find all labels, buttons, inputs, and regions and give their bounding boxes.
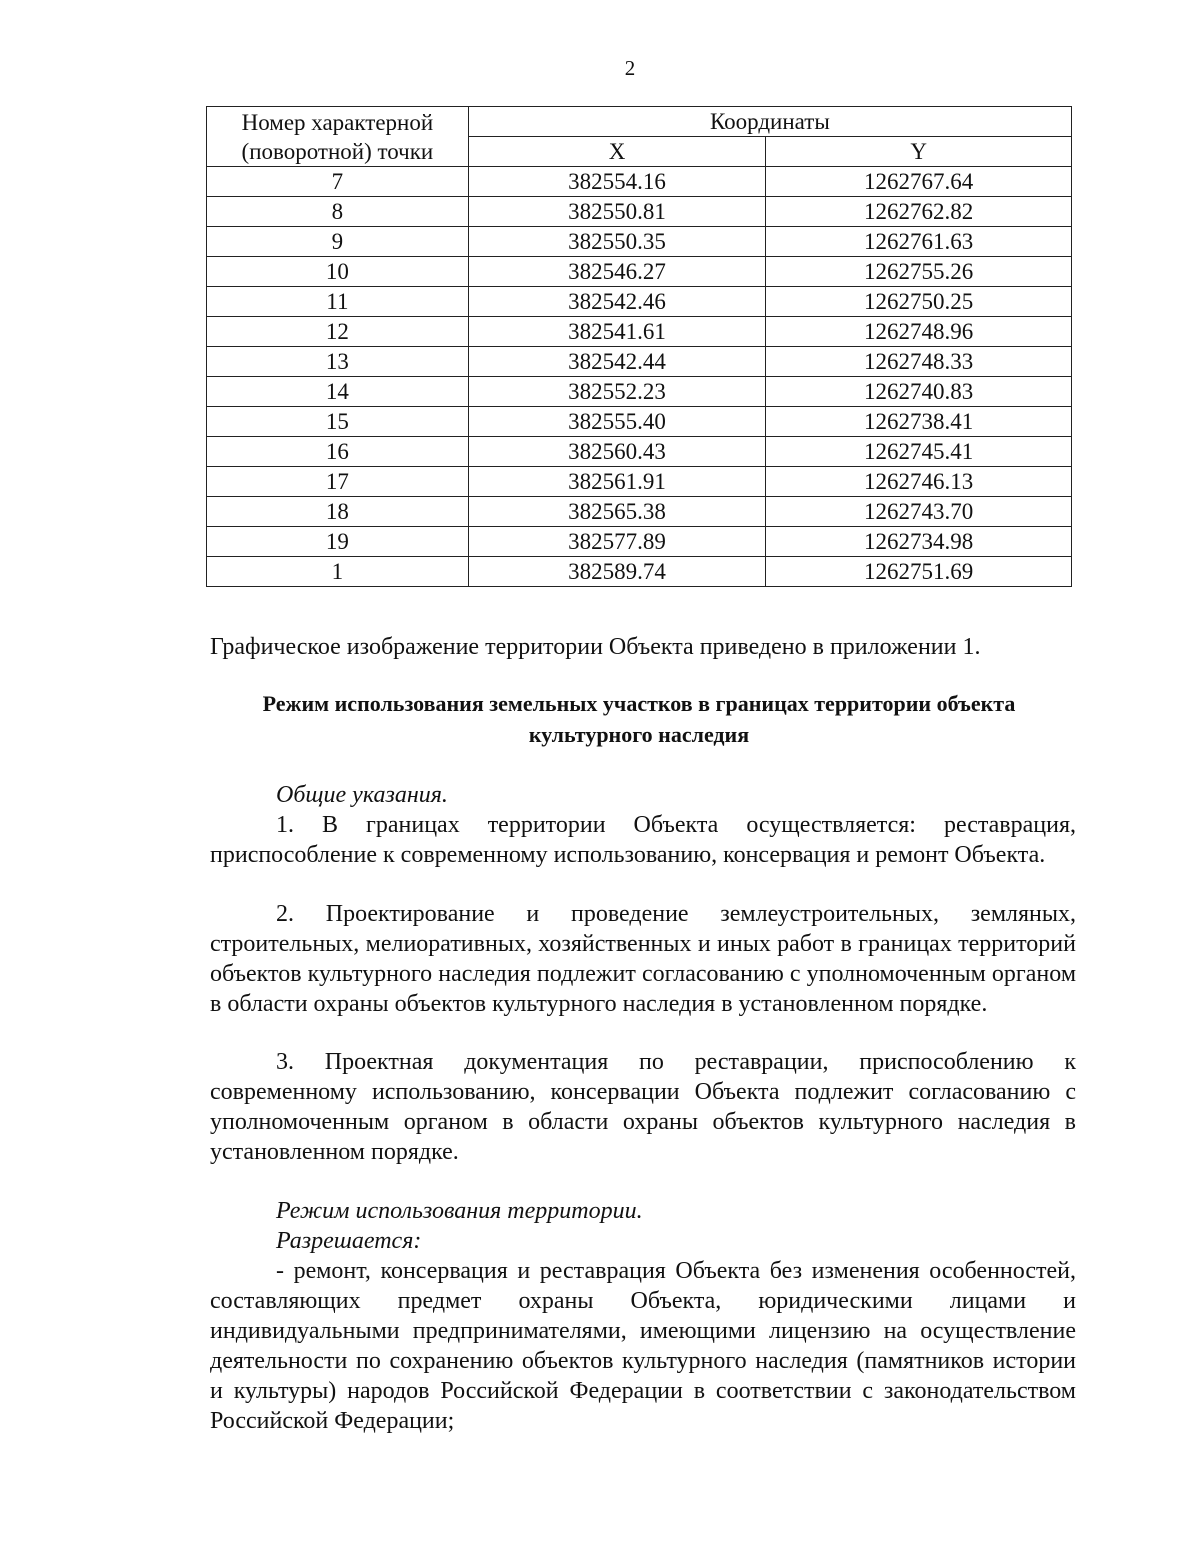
x-coordinate-cell: 382555.40 (468, 407, 766, 437)
header-x: X (468, 137, 766, 167)
table-row (207, 377, 1072, 407)
y-coordinate-cell: 1262734.98 (766, 527, 1072, 557)
point-number-cell: 12 (207, 317, 469, 347)
coordinates-table-body (207, 167, 1072, 587)
y-coordinate-cell: 1262746.13 (766, 467, 1072, 497)
table-row (207, 347, 1072, 377)
x-coordinate-cell: 382565.38 (468, 497, 766, 527)
point-number-cell: 14 (207, 377, 469, 407)
table-row (207, 227, 1072, 257)
header-y: Y (766, 137, 1072, 167)
table-row (207, 557, 1072, 587)
y-coordinate-cell: 1262745.41 (766, 437, 1072, 467)
table-row (207, 467, 1072, 497)
table-row (207, 167, 1072, 197)
x-coordinate-cell: 382561.91 (468, 467, 766, 497)
x-coordinate-cell: 382577.89 (468, 527, 766, 557)
point-number-cell: 9 (207, 227, 469, 257)
coordinates-table (206, 106, 1072, 587)
y-coordinate-cell: 1262750.25 (766, 287, 1072, 317)
x-coordinate-cell: 382550.35 (468, 227, 766, 257)
y-coordinate-cell: 1262751.69 (766, 557, 1072, 587)
page-number: 2 (624, 56, 636, 80)
x-coordinate-cell: 382560.43 (468, 437, 766, 467)
point-number-cell: 15 (207, 407, 469, 437)
point-number-cell: 8 (207, 197, 469, 227)
point-number-cell: 7 (207, 167, 469, 197)
point-number-cell: 1 (207, 557, 469, 587)
allowed-title: Разрешается: (276, 1228, 422, 1254)
allowed-item-1: - ремонт, консервация и реставрация Объекта без изменения особенностей, составляющих предмет охраны Объекта, юридическими лицами и индивидуальными предпринимателями, имеющими лицензию на осуществление деятельности по сохранению объектов культурного наследия (памятников истории и культуры) народов Российской Федерации в соответствии с законодательством Российской Федерации; (210, 1258, 1076, 1434)
x-coordinate-cell: 382554.16 (468, 167, 766, 197)
x-coordinate-cell: 382552.23 (468, 377, 766, 407)
paragraph-item-3: 3. Проектная документация по реставрации, приспособлению к современному использованию, консервации Объекта подлежит согласованию с уполномоченным органом в области охраны объектов культурного наследия в установленном порядке. (210, 1049, 1076, 1165)
table-row (207, 437, 1072, 467)
y-coordinate-cell: 1262740.83 (766, 377, 1072, 407)
table-row (207, 407, 1072, 437)
point-number-cell: 17 (207, 467, 469, 497)
point-number-cell: 19 (207, 527, 469, 557)
point-number-cell: 13 (207, 347, 469, 377)
table-row (207, 287, 1072, 317)
header-point-number: Номер характерной (поворотной) точки (207, 107, 469, 167)
table-row (207, 317, 1072, 347)
table-row (207, 197, 1072, 227)
y-coordinate-cell: 1262767.64 (766, 167, 1072, 197)
y-coordinate-cell: 1262748.33 (766, 347, 1072, 377)
y-coordinate-cell: 1262761.63 (766, 227, 1072, 257)
table-row (207, 257, 1072, 287)
y-coordinate-cell: 1262743.70 (766, 497, 1072, 527)
x-coordinate-cell: 382542.44 (468, 347, 766, 377)
header-coordinates: Координаты (468, 107, 1071, 137)
point-number-cell: 18 (207, 497, 469, 527)
table-row (207, 497, 1072, 527)
y-coordinate-cell: 1262738.41 (766, 407, 1072, 437)
y-coordinate-cell: 1262748.96 (766, 317, 1072, 347)
usage-regime-title: Режим использования территории. (276, 1198, 643, 1224)
table-row (207, 527, 1072, 557)
x-coordinate-cell: 382589.74 (468, 557, 766, 587)
x-coordinate-cell: 382542.46 (468, 287, 766, 317)
paragraph-item-1: 1. В границах территории Объекта осуществляется: реставрация, приспособление к современному использованию, консервация и ремонт Объекта. (210, 812, 1076, 868)
point-number-cell: 16 (207, 437, 469, 467)
x-coordinate-cell: 382550.81 (468, 197, 766, 227)
graphic-note: Графическое изображение территории Объекта приведено в приложении 1. (210, 634, 981, 660)
paragraph-item-2: 2. Проектирование и проведение землеустроительных, земляных, строительных, мелиоративных, хозяйственных и иных работ в границах территорий объектов культурного наследия подлежит согласованию с уполномоченным органом в области охраны объектов культурного наследия в установленном порядке. (210, 901, 1076, 1017)
x-coordinate-cell: 382541.61 (468, 317, 766, 347)
point-number-cell: 10 (207, 257, 469, 287)
general-instructions-title: Общие указания. (276, 782, 448, 808)
section-heading: Режим использования земельных участков в границах территории объекта культурного наследия (262, 691, 1016, 747)
x-coordinate-cell: 382546.27 (468, 257, 766, 287)
y-coordinate-cell: 1262762.82 (766, 197, 1072, 227)
point-number-cell: 11 (207, 287, 469, 317)
y-coordinate-cell: 1262755.26 (766, 257, 1072, 287)
